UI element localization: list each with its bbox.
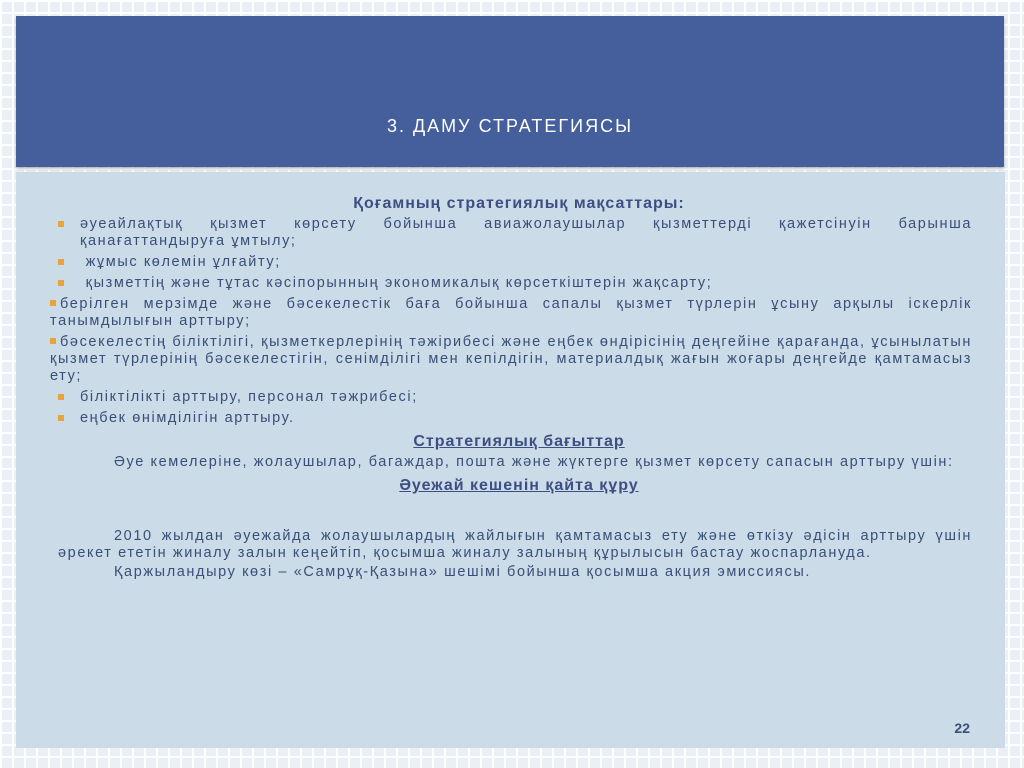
funding-paragraph: Қаржыландыру көзі – «Самрұқ-Қазына» шешімі бойынша қосымша акция эмиссиясы. bbox=[114, 564, 811, 580]
bullet-square-icon bbox=[58, 259, 64, 265]
directions-heading: Стратегиялық бағыттар bbox=[413, 433, 625, 450]
title-bar bbox=[16, 16, 1004, 167]
goal-item bbox=[52, 254, 972, 271]
directions-intro: Әуе кемелеріне, жолаушылар, багаждар, пошта және жүктерге қызмет көрсету сапасын арттыру үшін: bbox=[114, 454, 954, 470]
goal-item-text: бәсекелестің біліктілігі, қызметкерлерінің тәжірибесі және еңбек өндірісінің деңгейіне қарағанда, ұсынылатын қызмет түрлерінің бәсекелестігін, сенімділігі мен кепілдігін, материалдық жағын жоғары деңгейде қамтамасыз ету; bbox=[50, 334, 972, 384]
goal-item bbox=[52, 389, 972, 406]
slide-title: 3. ДАМУ СТРАТЕГИЯСЫ bbox=[386, 116, 634, 136]
bullet-square-icon bbox=[50, 338, 56, 344]
goal-item-text: біліктілікті арттыру, персонал тәжрибесі; bbox=[80, 389, 418, 405]
bullet-square-icon bbox=[58, 415, 64, 421]
goal-item bbox=[52, 410, 972, 427]
bullet-square-icon bbox=[58, 221, 64, 227]
page-number: 22 bbox=[954, 720, 970, 736]
slide-content bbox=[52, 195, 972, 583]
goal-item bbox=[52, 275, 972, 292]
goal-item-text: еңбек өнімділігін арттыру. bbox=[80, 410, 295, 426]
bullet-square-icon bbox=[50, 300, 56, 306]
bullet-square-icon bbox=[58, 280, 64, 286]
goal-item-text: жұмыс көлемін ұлғайту; bbox=[80, 254, 281, 270]
spacer bbox=[52, 498, 972, 528]
goal-item-text: берілген мерзімде және бәсекелестік баға бойынша сапалы қызмет түрлерін ұсыну арқылы іскерлік танымдылығын арттыру; bbox=[50, 296, 972, 329]
goal-item bbox=[50, 296, 972, 330]
goal-item-text: қызметтің және тұтас кәсіпорынның экономикалық көрсеткіштерін жақсарту; bbox=[80, 275, 713, 291]
goal-item-text: әуеайлақтық қызмет көрсету бойынша авиажолаушылар қызметтерді қажетсінуін барынша қанағаттандыруға ұмтылу; bbox=[80, 216, 972, 249]
reconstruction-heading: Әуежай кешенін қайта құру bbox=[399, 477, 639, 494]
bullet-square-icon bbox=[58, 394, 64, 400]
reconstruction-paragraph: 2010 жылдан әуежайда жолаушылардың жайлығын қамтамасыз ету және өткізу әдісін арттыру үшін әрекет ететін жиналу залын кеңейтіп, қосымша жиналу залының құрылысын бастау жоспарлануда. bbox=[58, 528, 972, 561]
goals-heading: Қоғамның стратегиялық мақсаттары: bbox=[353, 195, 685, 212]
goal-item bbox=[52, 216, 972, 250]
goal-item bbox=[50, 334, 972, 385]
